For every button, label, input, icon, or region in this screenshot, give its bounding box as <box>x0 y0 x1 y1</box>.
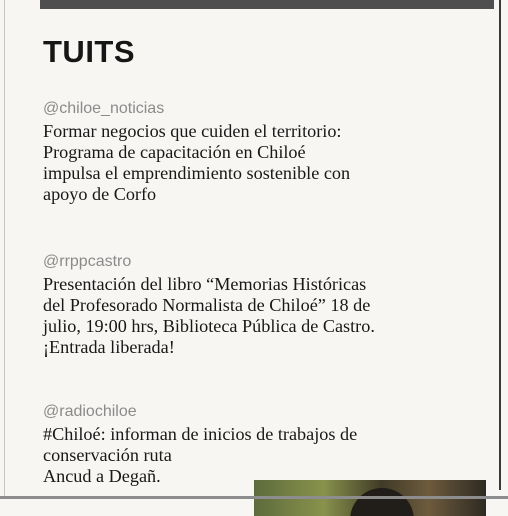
tweet-handle: @radiochiloe <box>43 403 137 420</box>
tweet-text-line: conservación ruta <box>43 445 172 465</box>
tweet-item <box>43 99 495 205</box>
tweet-handle: @rrppcastro <box>43 253 132 270</box>
tweet-text <box>43 274 495 358</box>
tweet-text <box>43 424 495 487</box>
right-column-rule <box>499 0 501 490</box>
bottom-rule <box>0 496 508 499</box>
top-border-bar <box>40 0 494 9</box>
tweet-item <box>43 402 495 487</box>
tweet-text-line: julio, 19:00 hrs, Biblioteca Pública de Castro. <box>43 316 375 336</box>
tweet-text-line: Programa de capacitación en Chiloé <box>43 142 306 162</box>
tweet-text-line: impulsa el emprendimiento sostenible con <box>43 163 351 183</box>
tweet-text-line: del Profesorado Normalista de Chiloé” 18 de <box>43 295 371 315</box>
tweet-text <box>43 121 495 205</box>
tweet-text-line: #Chiloé: informan de inicios de trabajos de <box>43 424 358 444</box>
tweet-item <box>43 252 495 358</box>
tweet-text-line: apoyo de Corfo <box>43 184 157 204</box>
section-title: TUITS <box>43 34 136 69</box>
tweet-text-line: Ancud a Degañ. <box>43 466 161 486</box>
photo-subject <box>350 488 414 516</box>
tweet-text-line: Formar negocios que cuiden el territorio: <box>43 121 342 141</box>
tweet-handle: @chiloe_noticias <box>43 100 165 117</box>
tweet-text-line: Presentación del libro “Memorias Históricas <box>43 274 367 294</box>
tweet-text-line: ¡Entrada liberada! <box>43 337 175 357</box>
left-column-rule <box>4 0 5 496</box>
